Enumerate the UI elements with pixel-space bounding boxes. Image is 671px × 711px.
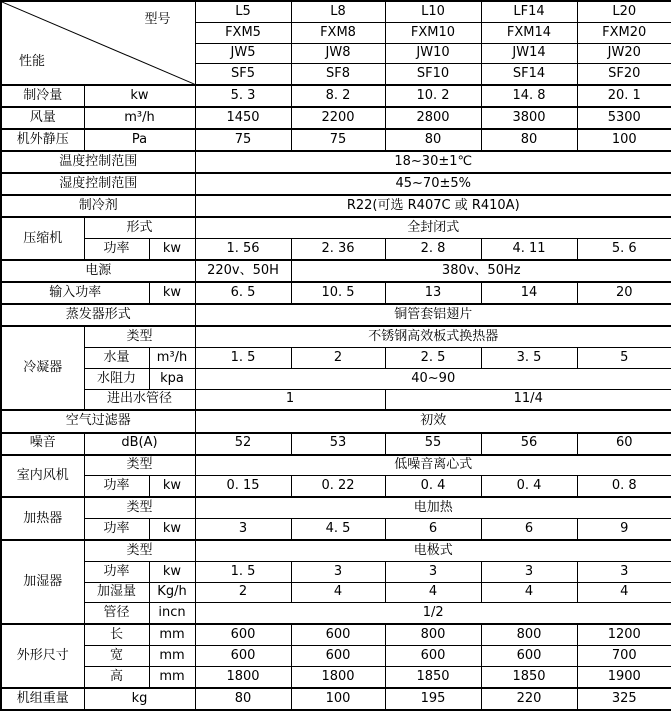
refrigerant-value: R22(可选 R407C 或 R410A): [195, 195, 671, 217]
humidifier-power-label: 功率: [84, 561, 149, 582]
evaporator-label: 蒸发器形式: [1, 304, 195, 326]
cooling-capacity-value: 10. 2: [385, 85, 481, 107]
dimensions-label: 外形尺寸: [1, 624, 84, 687]
performance-axis-label: 性能: [19, 54, 46, 69]
model-axis-label: 型号: [144, 12, 171, 27]
dimension-height-value: 1800: [291, 666, 385, 687]
dimension-length-value: 600: [195, 624, 291, 645]
dimension-width-row: [1, 646, 671, 667]
air-filter-label: 空气过滤器: [1, 410, 195, 432]
condenser-type-value: 不锈钢高效板式换热器: [195, 326, 671, 347]
noise-label: 噪音: [1, 433, 84, 455]
corner-cell: [1, 1, 195, 85]
condenser-pipe-label: 进出水管径: [84, 389, 195, 410]
humidifier-capacity-value: 2: [195, 582, 291, 603]
dimension-height-row: [1, 666, 671, 687]
model-name: FXM8: [291, 22, 385, 43]
dimension-height-label: 高: [84, 666, 149, 687]
dimension-width-value: 600: [195, 646, 291, 667]
heater-power-unit: kw: [149, 519, 195, 540]
cooling-capacity-row: [1, 85, 671, 107]
indoor-fan-label: 室内风机: [1, 455, 84, 498]
condenser-water-value: 3. 5: [481, 348, 577, 369]
dimension-length-label: 长: [84, 624, 149, 645]
input-power-value: 6. 5: [195, 282, 291, 304]
heater-power-row: [1, 519, 671, 540]
model-name: JW8: [291, 43, 385, 64]
dimension-height-unit: mm: [149, 666, 195, 687]
heater-type-label: 类型: [84, 497, 195, 518]
model-name: SF5: [195, 64, 291, 85]
humidifier-capacity-value: 4: [385, 582, 481, 603]
heater-power-value: 6: [385, 519, 481, 540]
airflow-label: 风量: [1, 107, 84, 129]
humidity-range-label: 湿度控制范围: [1, 173, 195, 195]
model-name: JW14: [481, 43, 577, 64]
airflow-value: 5300: [577, 107, 671, 129]
humidifier-power-unit: kw: [149, 561, 195, 582]
weight-row: [1, 688, 671, 710]
indoor-fan-type-row: [1, 455, 671, 476]
indoor-fan-power-unit: kw: [149, 476, 195, 497]
dimension-width-value: 600: [385, 646, 481, 667]
heater-label: 加热器: [1, 497, 84, 540]
condenser-pipe-row: [1, 389, 671, 410]
temp-range-row: [1, 151, 671, 173]
humidifier-label: 加湿器: [1, 540, 84, 624]
model-name: SF14: [481, 64, 577, 85]
airflow-value: 3800: [481, 107, 577, 129]
model-name: SF10: [385, 64, 481, 85]
dimension-height-value: 1800: [195, 666, 291, 687]
air-filter-row: [1, 410, 671, 432]
humidifier-pipe-value: 1/2: [195, 603, 671, 624]
weight-value: 220: [481, 688, 577, 710]
humidifier-power-value: 3: [385, 561, 481, 582]
condenser-type-label: 类型: [84, 326, 195, 347]
power-supply-value: 220v、50H: [195, 260, 291, 282]
indoor-fan-power-row: [1, 476, 671, 497]
dimension-height-value: 1850: [385, 666, 481, 687]
temp-range-value: 18~30±1℃: [195, 151, 671, 173]
airflow-row: [1, 107, 671, 129]
condenser-water-unit: m³/h: [149, 348, 195, 369]
humidifier-capacity-value: 4: [481, 582, 577, 603]
input-power-value: 20: [577, 282, 671, 304]
compressor-power-value: 2. 36: [291, 239, 385, 260]
compressor-power-value: 4. 11: [481, 239, 577, 260]
humidifier-type-row: [1, 540, 671, 561]
model-name: L5: [195, 1, 291, 22]
condenser-pipe-value: 11/4: [385, 389, 671, 410]
indoor-fan-type-value: 低噪音离心式: [195, 455, 671, 476]
input-power-value: 14: [481, 282, 577, 304]
compressor-power-unit: kw: [149, 239, 195, 260]
input-power-value: 10. 5: [291, 282, 385, 304]
airflow-value: 2200: [291, 107, 385, 129]
humidifier-capacity-label: 加湿量: [84, 582, 149, 603]
weight-value: 325: [577, 688, 671, 710]
condenser-pipe-value: 1: [195, 389, 385, 410]
input-power-label: 输入功率: [1, 282, 149, 304]
noise-value: 60: [577, 433, 671, 455]
heater-power-value: 9: [577, 519, 671, 540]
model-name: L8: [291, 1, 385, 22]
cooling-capacity-unit: kw: [84, 85, 195, 107]
dimension-length-value: 1200: [577, 624, 671, 645]
humidifier-capacity-value: 4: [577, 582, 671, 603]
model-name: L10: [385, 1, 481, 22]
compressor-type-row: [1, 217, 671, 238]
model-name: SF20: [577, 64, 671, 85]
airflow-value: 2800: [385, 107, 481, 129]
condenser-resistance-value: 40~90: [195, 368, 671, 389]
humidity-range-row: [1, 173, 671, 195]
humidifier-type-value: 电极式: [195, 540, 671, 561]
condenser-label: 冷凝器: [1, 326, 84, 410]
input-power-value: 13: [385, 282, 481, 304]
heater-power-value: 6: [481, 519, 577, 540]
humidifier-power-value: 3: [577, 561, 671, 582]
condenser-resistance-row: [1, 368, 671, 389]
static-pressure-label: 机外静压: [1, 129, 84, 151]
dimension-length-value: 600: [291, 624, 385, 645]
input-power-row: [1, 282, 671, 304]
model-name: JW20: [577, 43, 671, 64]
model-name: FXM10: [385, 22, 481, 43]
heater-type-row: [1, 497, 671, 518]
condenser-resistance-unit: kpa: [149, 368, 195, 389]
static-pressure-value: 75: [291, 129, 385, 151]
compressor-power-value: 1. 56: [195, 239, 291, 260]
indoor-fan-power-value: 0. 4: [385, 476, 481, 497]
condenser-water-value: 5: [577, 348, 671, 369]
noise-value: 52: [195, 433, 291, 455]
static-pressure-value: 100: [577, 129, 671, 151]
compressor-power-row: [1, 239, 671, 260]
static-pressure-value: 80: [385, 129, 481, 151]
dimension-length-value: 800: [481, 624, 577, 645]
airflow-value: 1450: [195, 107, 291, 129]
weight-unit: kg: [84, 688, 195, 710]
dimension-length-row: [1, 624, 671, 645]
humidifier-capacity-row: [1, 582, 671, 603]
compressor-power-value: 2. 8: [385, 239, 481, 260]
dimension-length-value: 800: [385, 624, 481, 645]
noise-value: 53: [291, 433, 385, 455]
humidifier-power-value: 3: [291, 561, 385, 582]
indoor-fan-type-label: 类型: [84, 455, 195, 476]
evaporator-value: 铜管套铝翅片: [195, 304, 671, 326]
model-name: JW5: [195, 43, 291, 64]
input-power-unit: kw: [149, 282, 195, 304]
dimension-height-value: 1900: [577, 666, 671, 687]
air-filter-value: 初效: [195, 410, 671, 432]
compressor-type-label: 形式: [84, 217, 195, 238]
dimension-width-value: 600: [481, 646, 577, 667]
model-name: L20: [577, 1, 671, 22]
humidifier-power-row: [1, 561, 671, 582]
cooling-capacity-value: 20. 1: [577, 85, 671, 107]
noise-value: 55: [385, 433, 481, 455]
power-supply-value: 380v、50Hz: [291, 260, 671, 282]
cooling-capacity-value: 5. 3: [195, 85, 291, 107]
compressor-type-value: 全封闭式: [195, 217, 671, 238]
condenser-water-value: 1. 5: [195, 348, 291, 369]
humidifier-pipe-unit: incn: [149, 603, 195, 624]
cooling-capacity-value: 14. 8: [481, 85, 577, 107]
model-name: JW10: [385, 43, 481, 64]
weight-label: 机组重量: [1, 688, 84, 710]
humidifier-pipe-label: 管径: [84, 603, 149, 624]
condenser-resistance-label: 水阻力: [84, 368, 149, 389]
static-pressure-row: [1, 129, 671, 151]
dimension-width-value: 600: [291, 646, 385, 667]
dimension-length-unit: mm: [149, 624, 195, 645]
noise-row: [1, 433, 671, 455]
condenser-water-label: 水量: [84, 348, 149, 369]
model-name: SF8: [291, 64, 385, 85]
humidifier-pipe-row: [1, 603, 671, 624]
evaporator-row: [1, 304, 671, 326]
temp-range-label: 温度控制范围: [1, 151, 195, 173]
airflow-unit: m³/h: [84, 107, 195, 129]
model-name: LF14: [481, 1, 577, 22]
heater-power-value: 3: [195, 519, 291, 540]
model-name: FXM20: [577, 22, 671, 43]
refrigerant-label: 制冷剂: [1, 195, 195, 217]
weight-value: 100: [291, 688, 385, 710]
cooling-capacity-label: 制冷量: [1, 85, 84, 107]
dimension-width-label: 宽: [84, 646, 149, 667]
compressor-power-label: 功率: [84, 239, 149, 260]
dimension-width-value: 700: [577, 646, 671, 667]
condenser-type-row: [1, 326, 671, 347]
noise-unit: dB(A): [84, 433, 195, 455]
static-pressure-value: 75: [195, 129, 291, 151]
static-pressure-unit: Pa: [84, 129, 195, 151]
indoor-fan-power-value: 0. 8: [577, 476, 671, 497]
model-row: [1, 1, 671, 22]
heater-power-label: 功率: [84, 519, 149, 540]
power-supply-label: 电源: [1, 260, 195, 282]
humidifier-capacity-unit: Kg/h: [149, 582, 195, 603]
refrigerant-row: [1, 195, 671, 217]
heater-power-value: 4. 5: [291, 519, 385, 540]
static-pressure-value: 80: [481, 129, 577, 151]
humidifier-capacity-value: 4: [291, 582, 385, 603]
dimension-width-unit: mm: [149, 646, 195, 667]
condenser-water-row: [1, 348, 671, 369]
indoor-fan-power-label: 功率: [84, 476, 149, 497]
humidity-range-value: 45~70±5%: [195, 173, 671, 195]
model-name: FXM14: [481, 22, 577, 43]
humidifier-power-value: 1. 5: [195, 561, 291, 582]
cooling-capacity-value: 8. 2: [291, 85, 385, 107]
weight-value: 80: [195, 688, 291, 710]
compressor-label: 压缩机: [1, 217, 84, 260]
indoor-fan-power-value: 0. 15: [195, 476, 291, 497]
indoor-fan-power-value: 0. 4: [481, 476, 577, 497]
noise-value: 56: [481, 433, 577, 455]
weight-value: 195: [385, 688, 481, 710]
compressor-power-value: 5. 6: [577, 239, 671, 260]
condenser-water-value: 2: [291, 348, 385, 369]
model-name: FXM5: [195, 22, 291, 43]
power-supply-row: [1, 260, 671, 282]
heater-type-value: 电加热: [195, 497, 671, 518]
humidifier-power-value: 3: [481, 561, 577, 582]
dimension-height-value: 1850: [481, 666, 577, 687]
condenser-water-value: 2. 5: [385, 348, 481, 369]
humidifier-type-label: 类型: [84, 540, 195, 561]
indoor-fan-power-value: 0. 22: [291, 476, 385, 497]
